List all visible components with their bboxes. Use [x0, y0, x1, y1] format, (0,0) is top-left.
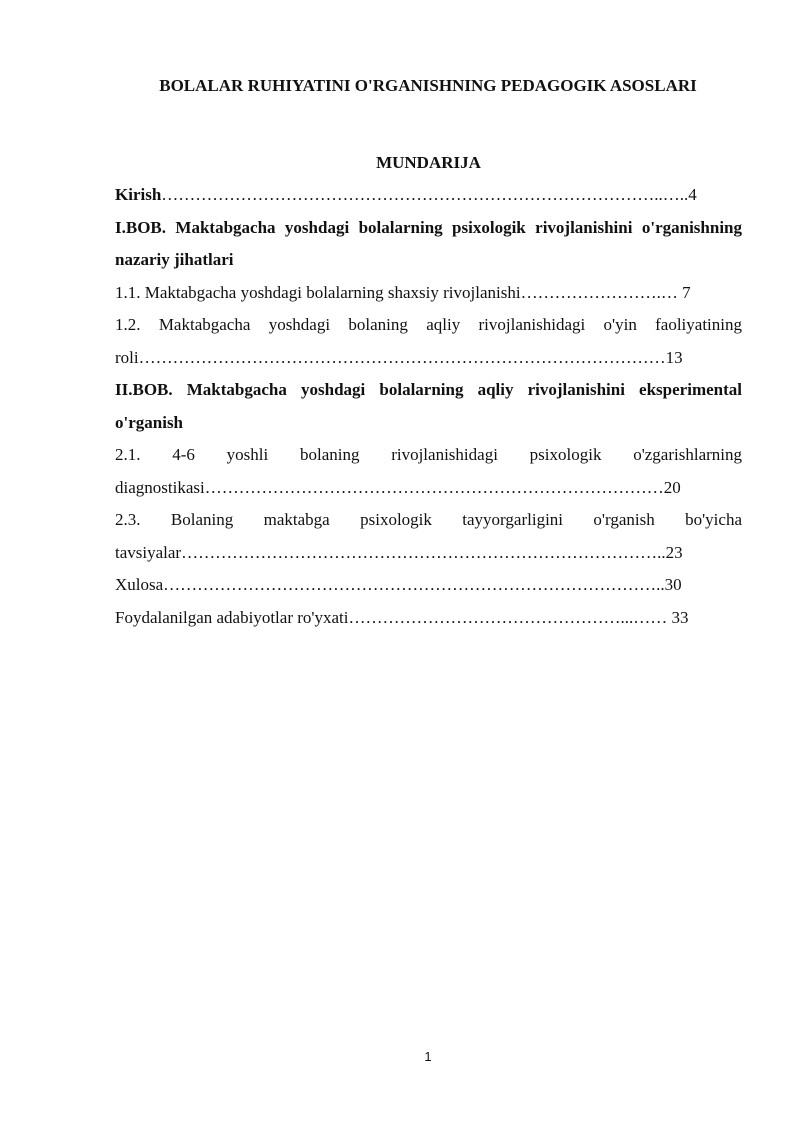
toc-entry-title: 1.2. Maktabgacha yoshdagi bolaning aqliy rivojlanishidagi o'yin faoliyatining roli — [115, 315, 742, 367]
toc-entry-title: Xulosa — [115, 575, 164, 594]
toc-entry-title: 2.3. Bolaning maktabga psixologik tayyorgarligini o'rganish bo'yicha tavsiyalar — [115, 510, 742, 562]
toc-leader-dots: …………………………………………...…… — [348, 607, 668, 627]
toc-entry-references[interactable] — [115, 602, 742, 635]
toc-entry-2-3[interactable] — [115, 504, 742, 569]
toc-entry-1-1[interactable] — [115, 277, 742, 310]
toc-page-number: 7 — [682, 282, 691, 302]
document-title: BOLALAR RUHIYATINI O'RGANISHNING PEDAGOGIK ASOSLARI — [159, 76, 697, 95]
toc-leader-dots: ………………………………………………………………………….. — [181, 542, 666, 562]
toc-entry-2-1[interactable] — [115, 439, 742, 504]
toc-entry-title: Kirish — [115, 185, 162, 204]
toc-entry-title: II.BOB. Maktabgacha yoshdagi bolalarning aqliy rivojlanishini eksperimental o'rganish — [115, 380, 742, 432]
toc-entry-title: Foydalanilgan adabiyotlar ro'yxati — [115, 607, 349, 627]
toc-leader-dots: …………………….… — [520, 282, 678, 302]
toc-entry-chapter-1[interactable] — [115, 212, 742, 277]
toc-leader-dots: ……………………………………………………………………………..….. — [161, 185, 689, 204]
toc-leader-dots: …………………………………………………………………………….. — [163, 575, 665, 594]
toc-entry-title: 2.1. 4-6 yoshli bolaning rivojlanishidagi psixologik o'zgarishlarning diagnostikasi — [115, 445, 742, 497]
table-of-contents — [115, 179, 742, 634]
toc-page-number: 30 — [664, 575, 682, 594]
toc-leader-dots: ………………………………………………………………………………… — [138, 347, 666, 367]
toc-entry-title: 1.1. Maktabgacha yoshdagi bolalarning shaxsiy rivojlanishi — [115, 282, 521, 302]
toc-entry-xulosa[interactable] — [115, 569, 742, 602]
toc-entry-title: I.BOB. Maktabgacha yoshdagi bolalarning psixologik rivojlanishini o'rganishning nazariy jihatlari — [115, 217, 742, 269]
toc-entry-kirish[interactable] — [115, 179, 742, 212]
page-number: 1 — [424, 1049, 432, 1064]
toc-page-number: 33 — [671, 607, 689, 627]
toc-entry-1-2[interactable] — [115, 309, 742, 374]
toc-heading: MUNDARIJA — [376, 153, 481, 172]
toc-page-number: 20 — [663, 477, 681, 497]
toc-page-number: 13 — [665, 347, 683, 367]
toc-entry-chapter-2[interactable] — [115, 374, 742, 439]
toc-page-number: 4 — [688, 185, 697, 204]
toc-leader-dots: ……………………………………………………………………… — [204, 477, 664, 497]
toc-page-number: 23 — [665, 542, 683, 562]
